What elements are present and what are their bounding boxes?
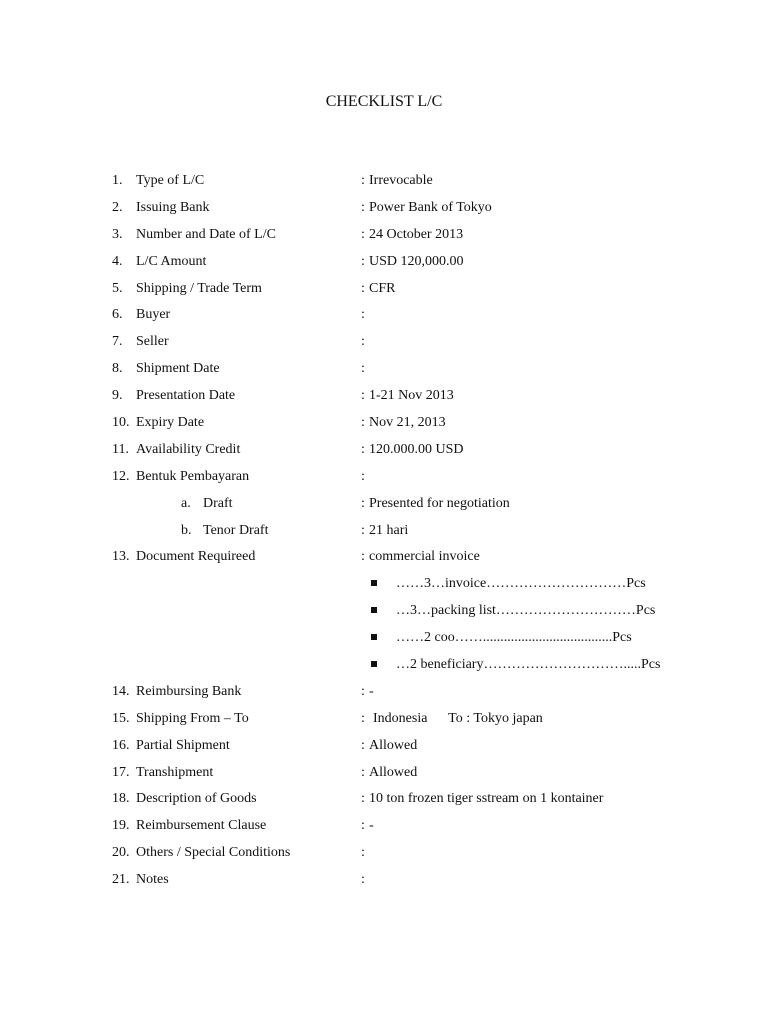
item-number: 13.: [112, 549, 130, 565]
item-colon: :: [361, 334, 365, 350]
checklist-item: [0, 413, 768, 440]
item-colon: :: [361, 791, 365, 807]
item-label: Presentation Date: [136, 388, 236, 404]
item-label: Bentuk Pembayaran: [136, 468, 250, 484]
item-value: 1-21 Nov 2013: [369, 388, 454, 404]
checklist-item: [0, 709, 768, 736]
document-bullet-row: [0, 655, 768, 682]
checklist-item: [0, 252, 768, 279]
item-colon: :: [361, 737, 365, 753]
square-bullet-icon: [371, 661, 377, 667]
item-colon: :: [361, 495, 365, 511]
sub-item-value: Presented for negotiation: [369, 495, 510, 511]
item-value: Allowed: [369, 764, 418, 780]
item-label: Notes: [136, 872, 169, 888]
item-number: 20.: [112, 845, 130, 861]
item-number: 2.: [112, 199, 123, 215]
item-value: 24 October 2013: [369, 226, 464, 242]
item-number: 5.: [112, 280, 123, 296]
item-value: -: [369, 683, 374, 699]
document-entry: ……2 coo…….....................................Pcs: [396, 630, 632, 646]
payment-sub-item: [0, 521, 768, 548]
item-number: 21.: [112, 872, 130, 888]
item-value: -: [369, 818, 374, 834]
checklist-item: [0, 843, 768, 870]
square-bullet-icon: [371, 607, 377, 613]
item-number: 1.: [112, 173, 123, 188]
checklist-item: [0, 467, 768, 494]
item-number: 6.: [112, 307, 123, 323]
item-label: Partial Shipment: [136, 737, 230, 753]
item-label: Shipment Date: [136, 361, 220, 377]
checklist: [0, 171, 768, 897]
item-value: CFR: [369, 280, 396, 296]
item-number: 7.: [112, 334, 123, 350]
item-value: USD 120,000.00: [369, 253, 464, 269]
checklist-item: [0, 305, 768, 332]
item-value: Indonesia To : Tokyo japan: [373, 710, 543, 726]
sub-item-value: 21 hari: [369, 522, 409, 538]
item-label: Description of Goods: [136, 791, 257, 807]
checklist-item: [0, 279, 768, 306]
item-colon: :: [361, 818, 365, 834]
item-label: Seller: [136, 334, 169, 350]
checklist-item: [0, 386, 768, 413]
item-colon: :: [361, 764, 365, 780]
item-label: Reimbursement Clause: [136, 818, 267, 834]
item-colon: :: [361, 522, 365, 538]
item-number: 16.: [112, 737, 130, 753]
sub-item-letter: a.: [181, 495, 191, 511]
item-label: Transhipment: [136, 764, 214, 780]
item-colon: :: [361, 415, 365, 431]
item-colon: :: [361, 307, 365, 323]
item-number: 10.: [112, 415, 130, 431]
item-number: 15.: [112, 710, 130, 726]
item-value: Irrevocable: [369, 173, 433, 188]
item-number: 14.: [112, 683, 130, 699]
item-label: Reimbursing Bank: [136, 683, 242, 699]
item-colon: :: [361, 199, 365, 215]
item-value: Nov 21, 2013: [369, 415, 446, 431]
checklist-item: [0, 171, 768, 198]
item-value: 120.000.00 USD: [369, 441, 464, 457]
item-number: 12.: [112, 468, 130, 484]
item-colon: :: [361, 361, 365, 377]
checklist-item: [0, 440, 768, 467]
document-bullet-row: [0, 574, 768, 601]
item-number: 9.: [112, 388, 123, 404]
item-label: Expiry Date: [136, 415, 205, 431]
item-label: Buyer: [136, 307, 171, 323]
checklist-item: [0, 789, 768, 816]
item-label: L/C Amount: [136, 253, 207, 269]
item-label: Others / Special Conditions: [136, 845, 291, 861]
item-label: Document Requireed: [136, 549, 256, 565]
item-colon: :: [361, 173, 365, 188]
item-colon: :: [361, 683, 365, 699]
item-number: 4.: [112, 253, 123, 269]
document-bullet-row: [0, 601, 768, 628]
item-colon: :: [361, 468, 365, 484]
item-colon: :: [361, 549, 365, 565]
item-number: 11.: [112, 441, 129, 457]
item-value: 10 ton frozen tiger sstream on 1 kontainer: [369, 791, 604, 807]
document-entry: …2 beneficiary………………………….....Pcs: [396, 657, 661, 673]
item-number: 17.: [112, 764, 130, 780]
checklist-item: [0, 332, 768, 359]
item-label: Issuing Bank: [136, 199, 210, 215]
item-colon: :: [361, 872, 365, 888]
sub-item-label: Tenor Draft: [203, 522, 269, 538]
item-colon: :: [361, 388, 365, 404]
checklist-item: [0, 816, 768, 843]
sub-item-label: Draft: [203, 495, 233, 511]
item-label: Availability Credit: [136, 441, 241, 457]
item-value: Power Bank of Tokyo: [369, 199, 492, 215]
checklist-item: [0, 870, 768, 897]
document-entry: …3…packing list…………………………Pcs: [396, 603, 656, 619]
checklist-item: [0, 225, 768, 252]
checklist-item: [0, 547, 768, 574]
item-number: 19.: [112, 818, 130, 834]
item-label: Shipping From – To: [136, 710, 249, 726]
item-colon: :: [361, 280, 365, 296]
checklist-item: [0, 359, 768, 386]
item-number: 18.: [112, 791, 130, 807]
checklist-item: [0, 736, 768, 763]
item-colon: :: [361, 253, 365, 269]
checklist-item: [0, 763, 768, 790]
item-label: Type of L/C: [136, 173, 205, 188]
item-number: 8.: [112, 361, 123, 377]
sub-item-letter: b.: [181, 522, 192, 538]
document-entry: ……3…invoice…………………………Pcs: [396, 576, 646, 592]
document-bullet-row: [0, 628, 768, 655]
item-colon: :: [361, 710, 365, 726]
checklist-item: [0, 198, 768, 225]
square-bullet-icon: [371, 634, 377, 640]
item-colon: :: [361, 441, 365, 457]
item-value: Allowed: [369, 737, 418, 753]
checklist-item: [0, 682, 768, 709]
item-number: 3.: [112, 226, 123, 242]
page-title: CHECKLIST L/C: [325, 93, 443, 110]
item-colon: :: [361, 226, 365, 242]
item-label: Shipping / Trade Term: [136, 280, 262, 296]
payment-sub-item: [0, 494, 768, 521]
item-label: Number and Date of L/C: [136, 226, 276, 242]
square-bullet-icon: [371, 580, 377, 586]
item-value: commercial invoice: [369, 549, 480, 565]
item-colon: :: [361, 845, 365, 861]
